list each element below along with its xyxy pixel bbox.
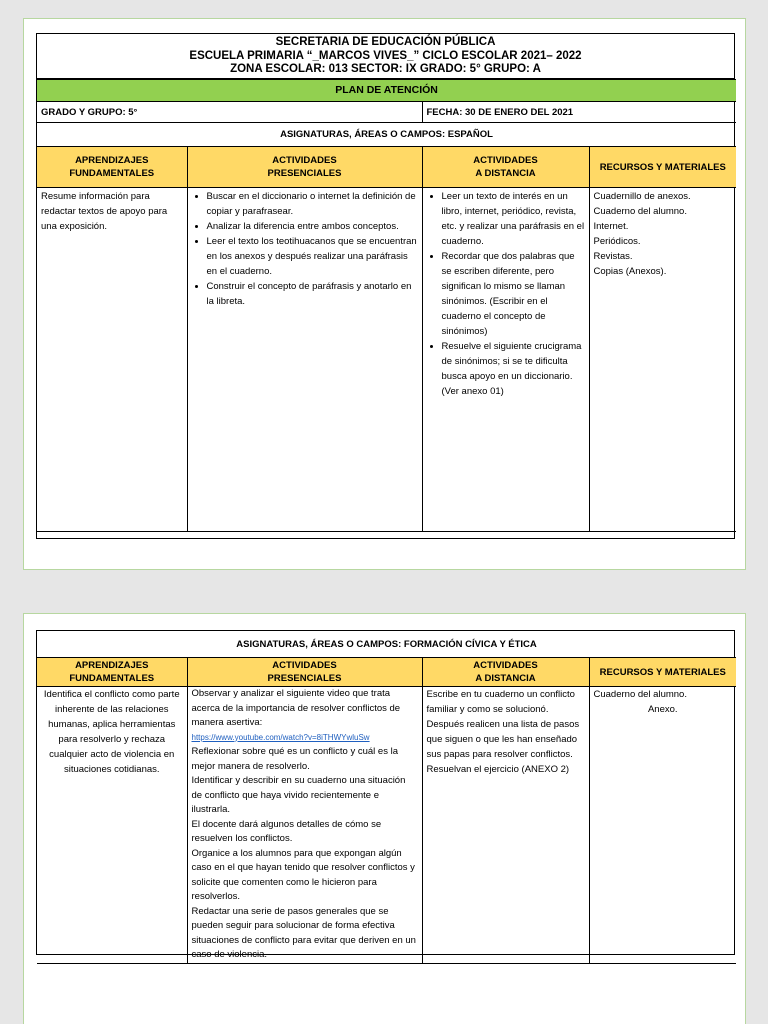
aprendizaje-text: Identifica el conflicto como parte inherente de las relaciones humanas, aplica herramientas para resolverlo y rechaza cualquier acto de violencia en situaciones cotidianas.	[43, 689, 180, 775]
presenciales-cell	[187, 188, 422, 532]
list-item: Identificar y describir en su cuaderno una situación de conflicto que haya vivido recientemente e ilustrarla.	[191, 775, 406, 815]
col-header-distancia: ACTIVIDADES A DISTANCIA	[422, 658, 589, 687]
col-header-recursos: RECURSOS Y MATERIALES	[589, 147, 736, 188]
document-header	[37, 34, 734, 79]
list-item: Revistas.	[593, 251, 633, 262]
aprendizaje-cell	[37, 188, 187, 532]
list-item: Periódicos.	[593, 236, 641, 247]
plan-table-1	[37, 79, 736, 532]
recursos-cell	[589, 687, 736, 964]
list-item: Escribe en tu cuaderno un conflicto familiar y como se solucionó.	[426, 689, 575, 715]
list-item: • Recordar que dos palabras que se escriben diferente, pero significan lo mismo se llaman sinónimos. (Escribir en el cuaderno el concepto de sinónimos)	[442, 249, 585, 339]
col-header-aprendizajes: APRENDIZAJES FUNDAMENTALES	[37, 147, 187, 188]
fecha: FECHA: 30 DE ENERO DEL 2021	[422, 102, 736, 123]
presenciales-cell	[187, 687, 422, 964]
header-line-1: SECRETARIA DE EDUCACIÓN PÚBLICA	[275, 36, 496, 48]
col-header-presenciales: ACTIVIDADES PRESENCIALES	[187, 658, 422, 687]
list-item: Organice a los alumnos para que expongan algún caso en el que hayan tenido que resolver conflictos y solicite que comenten como le hicieron para resolverlos.	[191, 847, 415, 902]
grado-grupo: GRADO Y GRUPO: 5°	[37, 102, 422, 123]
document-page-1	[23, 18, 746, 570]
subject-title: ASIGNATURAS, ÁREAS O CAMPOS: ESPAÑOL	[37, 123, 736, 147]
header-line-2: ESCUELA PRIMARIA “_MARCOS VIVES_” CICLO ESCOLAR 2021– 2022	[189, 49, 582, 62]
distancia-cell	[422, 687, 589, 964]
plan-title: PLAN DE ATENCIÓN	[37, 80, 736, 102]
col-header-aprendizajes: APRENDIZAJES FUNDAMENTALES	[37, 658, 187, 687]
aprendizaje-text: Resume información para redactar textos de apoyo para una exposición.	[41, 191, 168, 232]
plan-sheet-espanol	[36, 33, 735, 539]
col-header-presenciales: ACTIVIDADES PRESENCIALES	[187, 147, 422, 188]
list-item: • Construir el concepto de paráfrasis y anotarlo en la libreta.	[207, 279, 418, 309]
presenciales-intro: Observar y analizar el siguiente video que trata acerca de la importancia de resolver conflictos de manera asertiva:	[191, 688, 401, 728]
list-item: Anexo.	[647, 704, 678, 715]
list-item: El docente dará algunos detalles de cómo se resuelven los conflictos.	[191, 818, 382, 844]
list-item: Cuadernillo de anexos.	[593, 191, 691, 202]
list-item: Internet.	[593, 221, 629, 232]
distancia-cell	[422, 188, 589, 532]
subject-title: ASIGNATURAS, ÁREAS O CAMPOS: FORMACIÓN CÍVICA Y ÉTICA	[37, 631, 736, 658]
list-item: Resuelvan el ejercicio (ANEXO 2)	[426, 764, 570, 775]
list-item: Después realicen una lista de pasos que siguen o que les han enseñado sus papas para resolver conflictos.	[426, 719, 580, 760]
plan-sheet-civica	[36, 630, 735, 960]
list-item: • Analizar la diferencia entre ambos conceptos.	[207, 219, 418, 234]
col-header-distancia: ACTIVIDADES A DISTANCIA	[422, 147, 589, 188]
header-line-3: ZONA ESCOLAR: 013 SECTOR: IX GRADO: 5° GRUPO: A	[230, 63, 541, 75]
list-item: • Leer un texto de interés en un libro, internet, periódico, revista, etc. y realizar una paráfrasis en el cuaderno.	[442, 189, 585, 249]
list-item: • Resuelve el siguiente crucigrama de sinónimos; si se te dificulta busca apoyo en un diccionario. (Ver anexo 01)	[442, 339, 585, 399]
video-link[interactable]: https://www.youtube.com/watch?v=8iTHWYwluSw	[191, 732, 370, 742]
list-item: Cuaderno del alumno.	[593, 689, 687, 700]
plan-table-2	[37, 631, 736, 964]
list-item: Reflexionar sobre qué es un conflicto y cuál es la mejor manera de resolverlo.	[191, 746, 398, 772]
aprendizaje-cell	[37, 687, 187, 964]
list-item: • Buscar en el diccionario o internet la definición de copiar y parafrasear.	[207, 189, 418, 219]
list-item: Cuaderno del alumno.	[593, 206, 687, 217]
document-page-2	[23, 613, 746, 1024]
list-item: Redactar una serie de pasos generales que se pueden seguir para solucionar de forma efectiva situaciones de conflicto para evitar que deriven en un caso de violencia.	[191, 905, 416, 960]
col-header-recursos: RECURSOS Y MATERIALES	[589, 658, 736, 687]
list-item: Copias (Anexos).	[593, 266, 667, 277]
list-item: • Leer el texto los teotihuacanos que se encuentran en los anexos y después realizar una paráfrasis en el cuaderno.	[207, 234, 418, 279]
recursos-cell	[589, 188, 736, 532]
